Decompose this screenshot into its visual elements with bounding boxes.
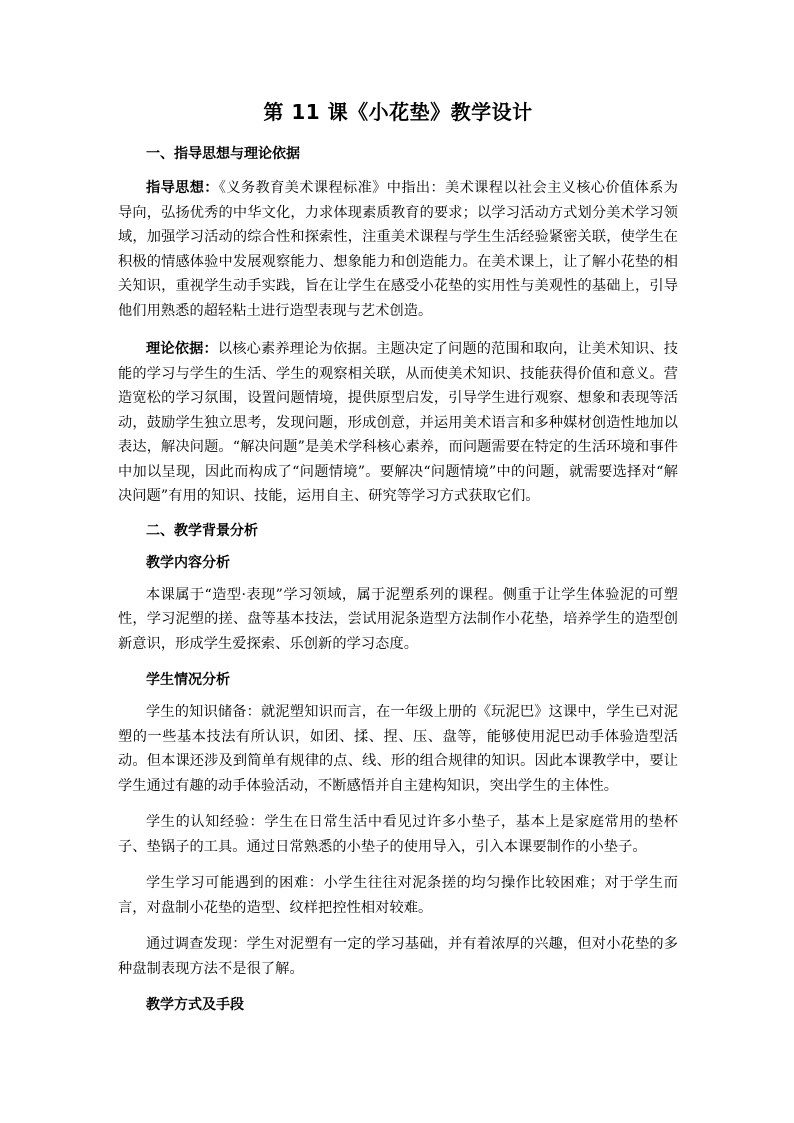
paragraph-lead-theory: 理论依据： [146, 341, 218, 357]
subheading-content-analysis: 教学内容分析 [146, 554, 230, 571]
paragraph-student-experience: 学生的认知经验：学生在日常生活中看见过许多小垫子，基本上是家庭常用的垫杯子、垫锅子的工具。通过日常熟悉的小垫子的使用导入，引入本课要制作的小垫子。 [118, 814, 678, 855]
paragraph-student-knowledge: 学生的知识储备：就泥塑知识而言，在一年级上册的《玩泥巴》这课中，学生已对泥塑的一些基本技法有所认识，如团、揉、捏、压、盘等，能够使用泥巴动手体验造型活动。但本课还涉及到简单有规律的点、线、形的组合规律的知识。因此本课教学中，要让学生通过有趣的动手体验活动，不断感悟并自主建构知识，突出学生的主体性。 [118, 704, 678, 794]
section-heading-background: 二、教学背景分析 [146, 522, 258, 539]
section-heading-guiding-theory: 一、指导思想与理论依据 [146, 146, 300, 162]
subheading-student-analysis: 学生情况分析 [146, 672, 230, 688]
paragraph-survey-finding: 通过调查发现：学生对泥塑有一定的学习基础，并有着浓厚的兴趣，但对小花垫的多种盘制表现方法不是很了解。 [118, 936, 678, 977]
paragraph-lead-guiding: 指导思想： [146, 180, 219, 196]
subheading-teaching-methods: 教学方式及手段 [146, 997, 244, 1013]
paragraph-student-difficulty: 学生学习可能遇到的困难：小学生往往对泥条搓的均匀操作比较困难；对于学生而言，对盘制小花垫的造型、纹样把控性相对较难。 [118, 875, 678, 916]
document-title: 第 11 课《小花垫》教学设计 [263, 100, 533, 124]
paragraph-text-guiding: 《义务教育美术课程标准》中指出：美术课程以社会主义核心价值体系为导向，弘扬优秀的中华文化，力求体现素质教育的要求；以学习活动方式划分美术学习领域，加强学习活动的综合性和探索性，注重美术课程与学生生活经验紧密关联，使学生在积极的情感体验中发展观察能力、想象能力和创造能力。在美术课上，让了解小花垫的相关知识，重视学生动手实践，旨在让学生在感受小花垫的实用性与美观性的基础上，引导他们用熟悉的超轻粘土进行造型表现与艺术创造。 [118, 180, 678, 319]
paragraph-text-theory: 以核心素养理论为依据。主题决定了问题的范围和取向，让美术知识、技能的学习与学生的生活、学生的观察相关联，从而使美术知识、技能获得价值和意义。营造宽松的学习氛围，设置问题情境，提供原型启发，引导学生进行观察、想象和表现等活动，鼓励学生独立思考，发现问题，形成创意，并运用美术语言和多种媒材创造性地加以表达，解决问题。“解决问题”是美术学科核心素养，而问题需要在特定的生活环境和事件中加以呈现，因此而构成了“问题情境”。要解决“问题情境”中的问题，就需要选择对“解决问题”有用的知识、技能，运用自主、研究等学习方式获取它们。 [118, 341, 678, 504]
document-content [118, 98, 678, 1025]
paragraph-theory-basis [118, 337, 678, 509]
paragraph-content-analysis: 本课属于“造型·表现”学习领域，属于泥塑系列的课程。侧重于让学生体验泥的可塑性，学习泥塑的搓、盘等基本技法，尝试用泥条造型方法制作小花垫，培养学生的造型创新意识，形成学生爱探索、乐创新的学习态度。 [118, 586, 678, 652]
paragraph-guiding-thought [118, 176, 678, 323]
